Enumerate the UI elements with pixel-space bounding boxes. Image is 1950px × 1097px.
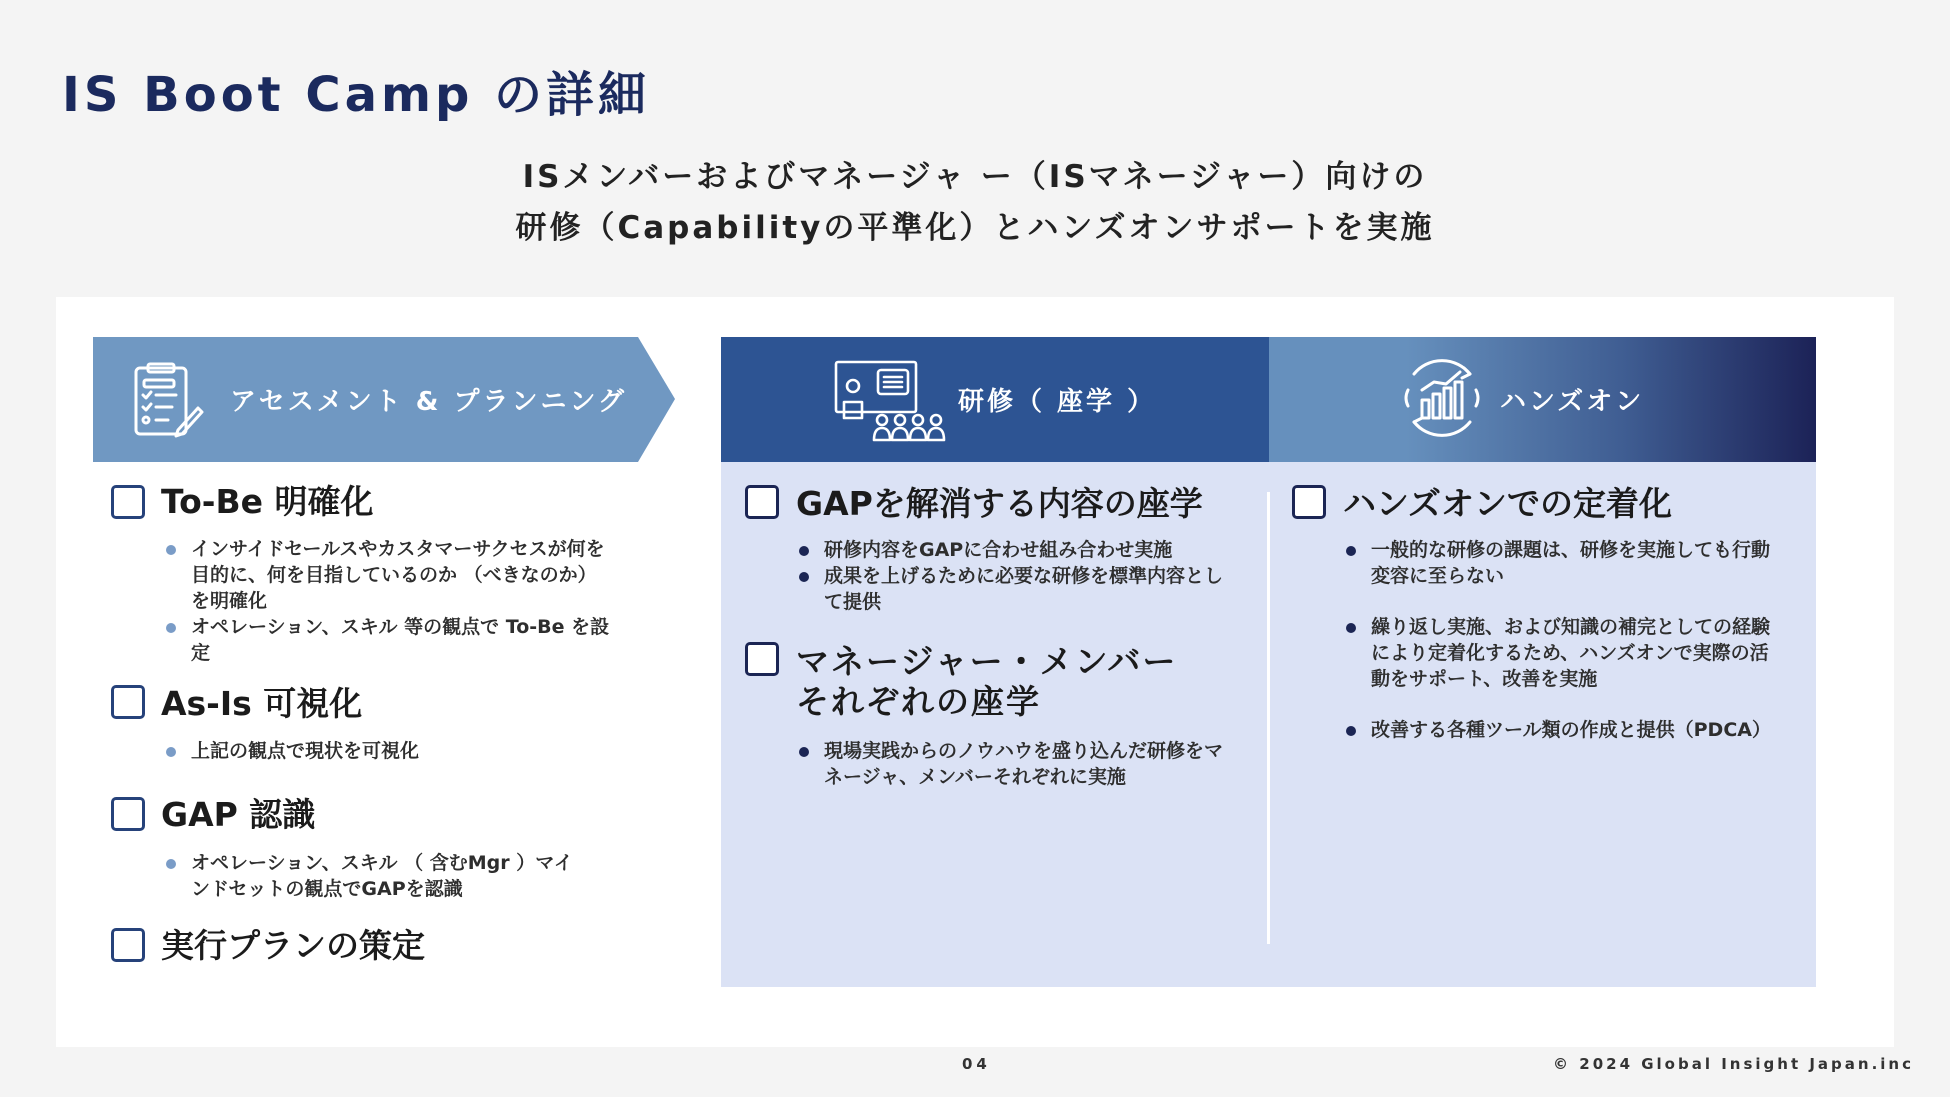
heading-tobe: To-Be 明確化 — [161, 482, 374, 521]
bullets-tobe — [163, 536, 613, 666]
heading-gap-lecture: GAPを解消する内容の座学 — [796, 484, 1203, 523]
subtitle-line-2: 研修（Capabilityの平準化）とハンズオンサポートを実施 — [515, 210, 1435, 246]
heading-plan: 実行プランの策定 — [161, 926, 425, 965]
handson-label: ハンズオン — [1500, 387, 1645, 417]
page-subtitle — [0, 152, 1950, 254]
list-item: 改善する各種ツール類の作成と提供（PDCA） — [1343, 717, 1783, 743]
list-item: 現場実践からのノウハウを盛り込んだ研修をマネージャ、メンバーそれぞれに実施 — [796, 738, 1236, 790]
copyright: © 2024 Global Insight Japan.inc — [1553, 1055, 1914, 1073]
list-item: 一般的な研修の課題は、研修を実施しても行動変容に至らない — [1343, 537, 1783, 589]
bullets-role-lecture — [796, 738, 1236, 790]
heading-role-lecture — [796, 642, 1177, 722]
list-item: オペレーション、スキル （ 含むMgr ）マインドセットの観点でGAPを認識 — [163, 850, 583, 902]
assessment-label: アセスメント & プランニング — [230, 387, 627, 417]
subtitle-line-1: ISメンバーおよびマネージャ ー（ISマネージャー）向けの — [522, 159, 1428, 195]
page-number: 04 — [962, 1055, 991, 1073]
column-divider — [1267, 492, 1270, 944]
checkbox-handson — [1292, 485, 1326, 519]
list-item: 上記の観点で現状を可視化 — [163, 738, 613, 764]
list-item: インサイドセールスやカスタマーサクセスが何を目的に、何を目指しているのか （べきなのか） を明確化 — [163, 536, 613, 614]
list-item: オペレーション、スキル 等の観点で To-Be を設定 — [163, 614, 613, 666]
heading-gap: GAP 認識 — [161, 795, 316, 834]
classroom-icon — [834, 360, 960, 444]
list-item: 繰り返し実施、および知識の補完としての経験により定着化するため、ハンズオンで実際の活動をサポート、改善を実施 — [1343, 614, 1783, 692]
bullets-asis — [163, 738, 613, 764]
heading-handson: ハンズオンでの定着化 — [1343, 484, 1673, 523]
page-title: IS Boot Camp の詳細 — [62, 67, 651, 123]
checkbox-gap-lecture — [745, 485, 779, 519]
heading-role-lecture-line-1: マネージャー・メンバー — [796, 642, 1178, 681]
bullets-gap — [163, 850, 583, 902]
checkbox-plan — [111, 928, 145, 962]
checkbox-tobe — [111, 485, 145, 519]
heading-asis: As-Is 可視化 — [161, 684, 363, 723]
training-label: 研修（ 座学 ） — [958, 387, 1157, 417]
list-item: 研修内容をGAPに合わせ組み合わせ実施 — [796, 537, 1236, 563]
heading-role-lecture-line-2: それぞれの座学 — [796, 682, 1041, 721]
checkbox-role-lecture — [745, 642, 779, 676]
bullets-handson — [1343, 537, 1783, 743]
checkbox-asis — [111, 685, 145, 719]
checklist-icon — [132, 362, 206, 442]
growth-chart-icon — [1400, 356, 1484, 440]
checkbox-gap — [111, 797, 145, 831]
list-item: 成果を上げるために必要な研修を標準内容として提供 — [796, 563, 1236, 615]
bullets-gap-lecture — [796, 537, 1236, 615]
